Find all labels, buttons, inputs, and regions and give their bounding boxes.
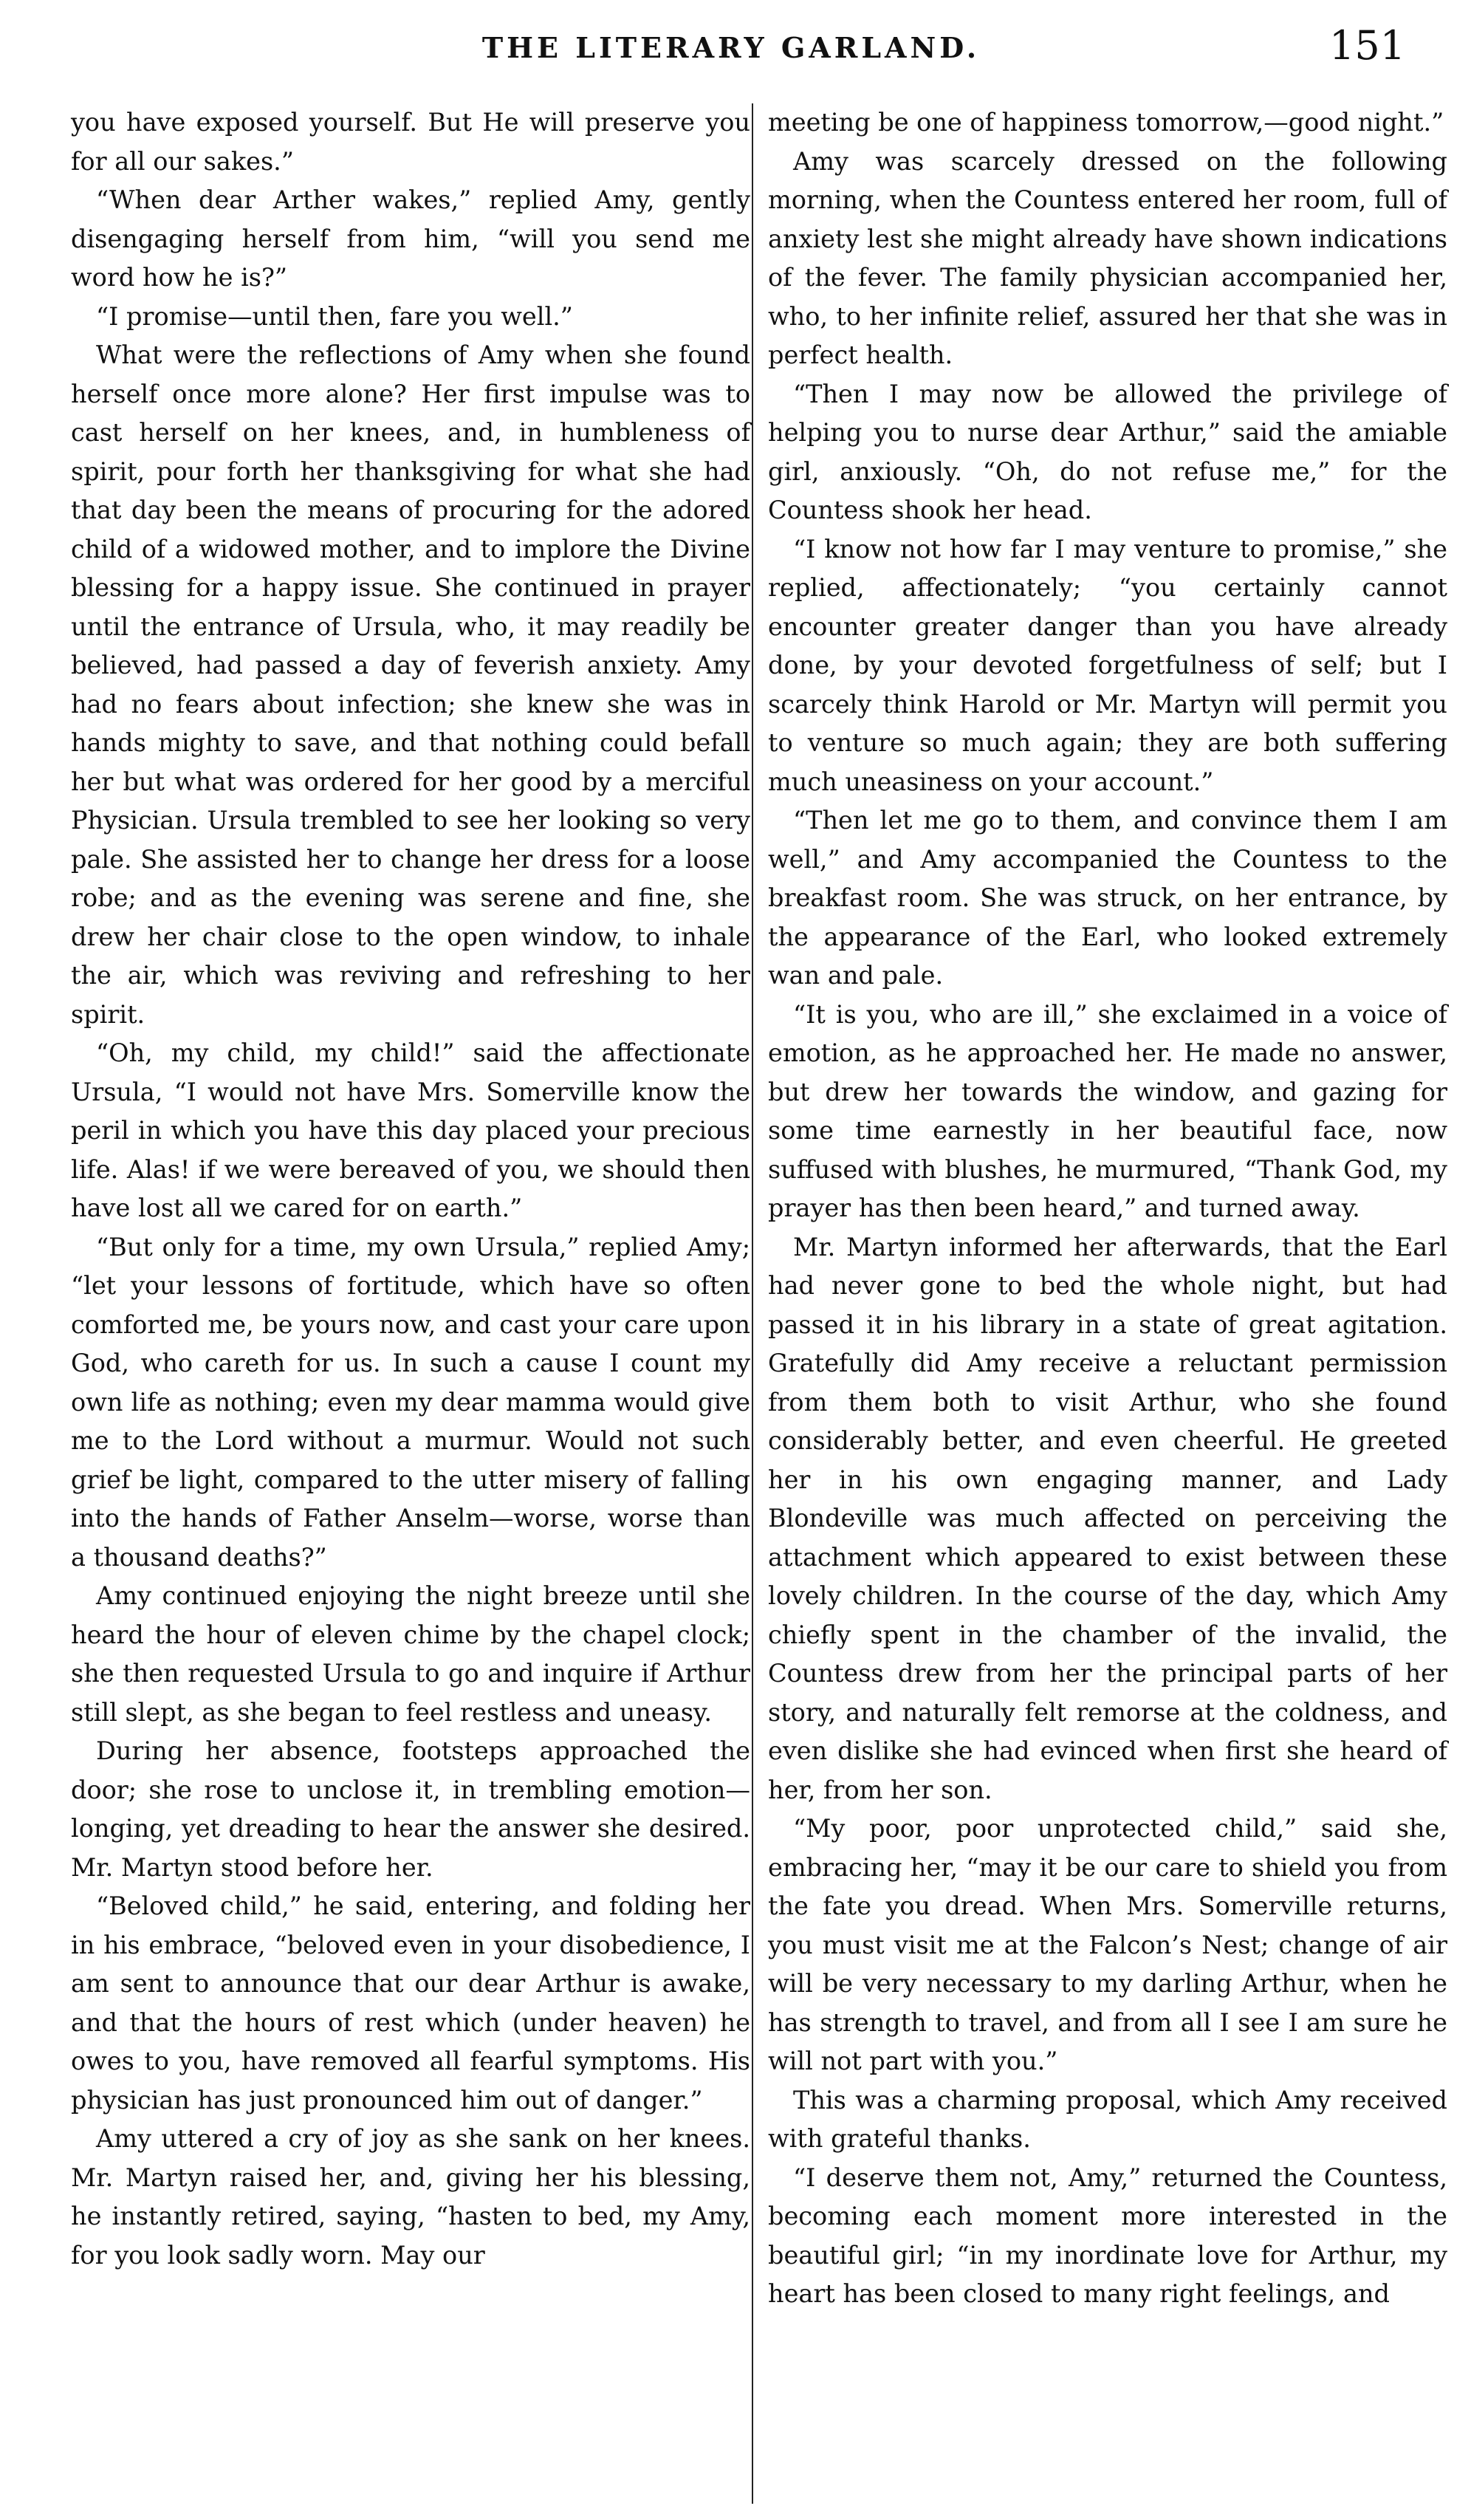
paragraph: “My poor, poor unprotected child,” said she, embracing her, “may it be our care to shield you from the fate you dread. When Mrs. Somerville returns, you must visit me at the Falcon’s Nest; change of air will be very necessary to my darling Arthur, when he has strength to travel, and from all I see I am sure he will not part with you.”	[768, 1814, 1447, 2075]
paragraph: you have exposed yourself. But He will preserve you for all our sakes.”	[71, 108, 750, 176]
paragraph: Amy was scarcely dressed on the following morning, when the Countess entered her room, full of anxiety lest she might already have shown indications of the fever. The family physician accompanied her, who, to her infinite relief, assured her that she was in perfect health.	[768, 146, 1447, 369]
paragraph: “When dear Arther wakes,” replied Amy, gently disengaging herself from him, “will you send me word how he is?”	[71, 185, 750, 292]
paragraph: “I know not how far I may venture to promise,” she replied, affectionately; “you certainly cannot encounter greater danger than you have already done, by your devoted forgetfulness of self; but I scarcely think Harold or Mr. Martyn will permit you to venture so much again; they are both suffering much uneasiness on your account.”	[768, 534, 1447, 796]
paragraph: “It is you, who are ill,” she exclaimed in a voice of emotion, as he approached her. He made no answer, but drew her towards the window, and gazing for some time earnestly in her beautiful face, now suffused with blushes, he murmured, “Thank God, my prayer has then been heard,” and turned away.	[768, 999, 1447, 1222]
page-header	[0, 22, 1471, 81]
paragraph: “But only for a time, my own Ursula,” replied Amy; “let your lessons of fortitude, which have so often comforted me, be yours now, and cast your care upon God, who careth for us. In such a cause I count my own life as nothing; even my dear mamma would give me to the Lord without a murmur. Would not such grief be light, compared to the utter misery of falling into the hands of Father Anselm—worse, worse than a thousand deaths?”	[71, 1232, 750, 1572]
paragraph: Amy continued enjoying the night breeze until she heard the hour of eleven chime by the chapel clock; she then requested Ursula to go and inquire if Arthur still slept, as she began to feel restless and uneasy.	[71, 1581, 750, 1727]
paragraph: “Oh, my child, my child!” said the affectionate Ursula, “I would not have Mrs. Somerville know the peril in which you have this day placed your precious life. Alas! if we were bereaved of you, we should then have lost all we cared for on earth.”	[71, 1038, 750, 1222]
paragraph: “Beloved child,” he said, entering, and folding her in his embrace, “beloved even in your disobedience, I am sent to announce that our dear Arthur is awake, and that the hours of rest which (under heaven) he owes to you, have removed all fearful symptoms. His physician has just pronounced him out of danger.”	[71, 1891, 750, 2115]
paragraph: meeting be one of happiness tomorrow,—good night.”	[768, 108, 1444, 137]
paragraph: “I promise—until then, fare you well.”	[96, 301, 573, 331]
column-divider	[752, 103, 753, 2504]
paragraph: Mr. Martyn informed her afterwards, that the Earl had never gone to bed the whole night, but had passed it in his library in a state of great agitation. Gratefully did Amy receive a reluctant permission from them both to visit Arthur, who she found considerably better, and even cheerful. He greeted her in his own engaging manner, and Lady Blondeville was much affected on perceiving the attachment which appeared to exist between these lovely children. In the course of the day, which Amy chiefly spent in the chamber of the invalid, the Countess drew from her the principal parts of her story, and naturally felt remorse at the coldness, and even dislike she had evinced when first she heard of her, from her son.	[768, 1232, 1447, 1804]
paragraph: “Then I may now be allowed the privilege of helping you to nurse dear Arthur,” said the amiable girl, anxiously. “Oh, do not refuse me,” for the Countess shook her head.	[768, 379, 1447, 524]
right-column	[768, 103, 1447, 2314]
paragraph: Amy uttered a cry of joy as she sank on her knees. Mr. Martyn raised her, and, giving her his blessing, he instantly retired, saying, “hasten to bed, my Amy, for you look sadly worn. May our	[71, 2124, 750, 2270]
paragraph: What were the reflections of Amy when she found herself once more alone? Her first impulse was to cast herself on her knees, and, in humbleness of spirit, pour forth her thanksgiving for what she had that day been the means of procuring for the adored child of a widowed mother, and to implore the Divine blessing for a happy issue. She continued in prayer until the entrance of Ursula, who, it may readily be believed, had passed a day of feverish anxiety. Amy had no fears about infection; she knew she was in hands mighty to save, and that nothing could befall her but what was ordered for her good by a merciful Physician. Ursula trembled to see her looking so very pale. She assisted her to change her dress for a loose robe; and as the evening was serene and fine, she drew her chair close to the open window, to inhale the air, which was reviving and refreshing to her spirit.	[71, 340, 750, 1029]
left-column	[71, 103, 750, 2275]
page-number: 151	[1329, 22, 1406, 69]
paragraph: “Then let me go to them, and convince them I am well,” and Amy accompanied the Countess to the breakfast room. She was struck, on her entrance, by the appearance of the Earl, who looked extremely wan and pale.	[768, 806, 1447, 990]
paragraph: “I deserve them not, Amy,” returned the Countess, becoming each moment more interested in the beautiful girl; “in my inordinate love for Arthur, my heart has been closed to many right feelings, and	[768, 2163, 1447, 2308]
running-title: THE LITERARY GARLAND.	[481, 31, 981, 64]
paragraph: During her absence, footsteps approached the door; she rose to unclose it, in trembling emotion—longing, yet dreading to hear the answer she desired. Mr. Martyn stood before her.	[71, 1736, 750, 1882]
paragraph: This was a charming proposal, which Amy received with grateful thanks.	[768, 2085, 1447, 2153]
